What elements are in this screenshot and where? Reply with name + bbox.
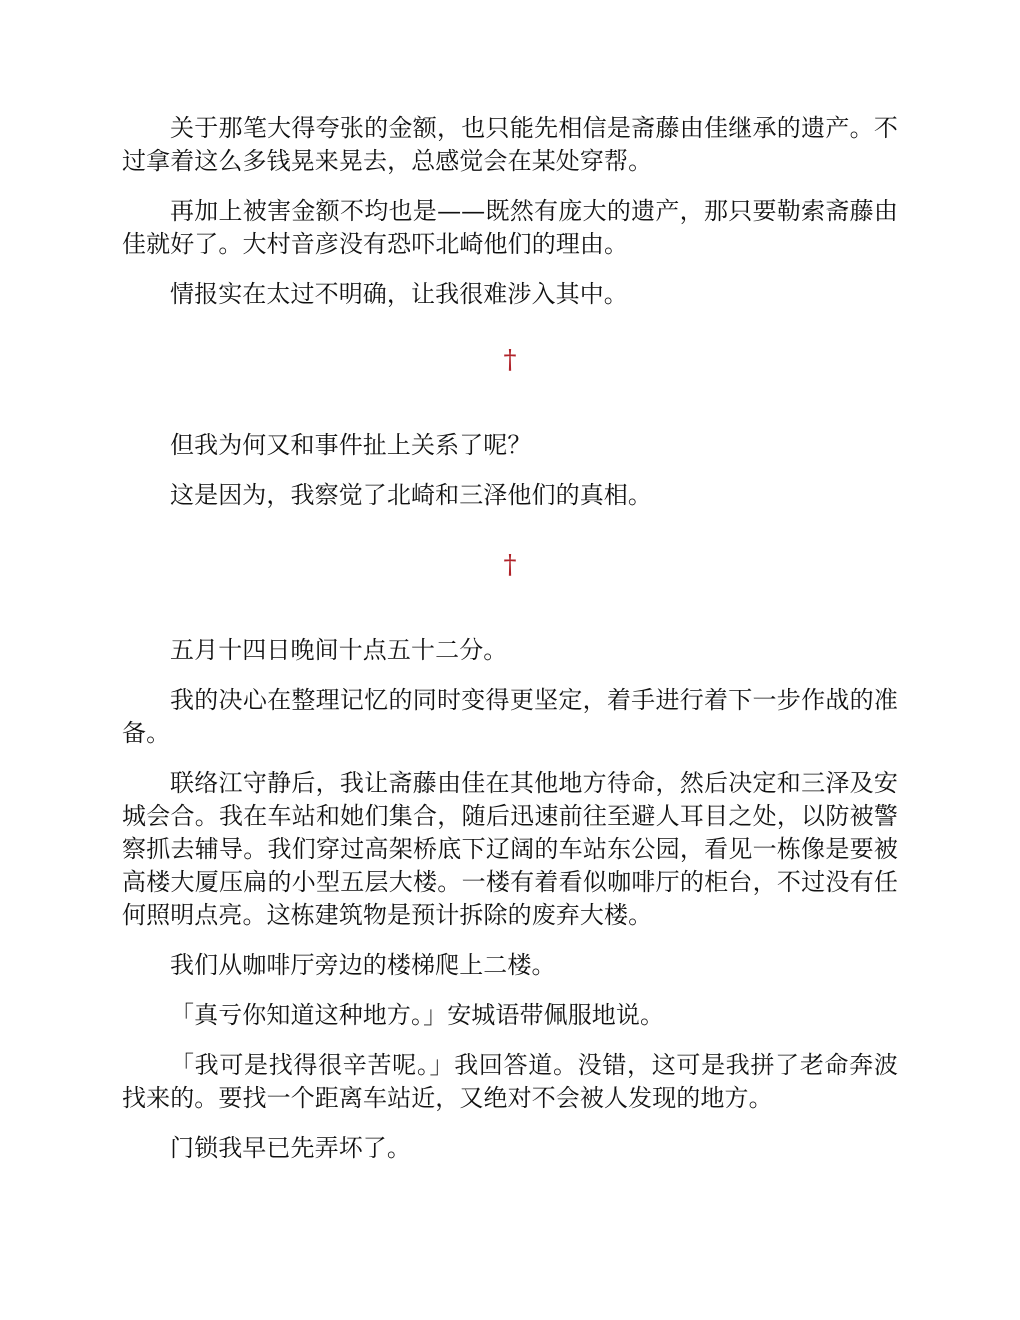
section-divider-cross-icon: †	[503, 345, 517, 375]
paragraph: 联络江守静后，我让斋藤由佳在其他地方待命，然后决定和三泽及安城会合。我在车站和她们集合，随后迅速前往至避人耳目之处，以防被警察抓去辅导。我们穿过高架桥底下辽阔的车站东公园，看见一栋像是要被高楼大厦压扁的小型五层大楼。一楼有着看似咖啡厅的柜台，不过没有任何照明点亮。这栋建筑物是预计拆除的废弃大楼。	[122, 769, 898, 929]
paragraph: 我的决心在整理记忆的同时变得更坚定，着手进行着下一步作战的准备。	[122, 686, 898, 747]
paragraph: 这是因为，我察觉了北崎和三泽他们的真相。	[170, 481, 652, 509]
paragraph: 门锁我早已先弄坏了。	[170, 1134, 411, 1162]
paragraph: 我们从咖啡厅旁边的楼梯爬上二楼。	[170, 951, 556, 979]
page-body	[122, 112, 898, 1182]
paragraph: 「真亏你知道这种地方。」安城语带佩服地说。	[170, 1001, 665, 1029]
paragraph: 情报实在太过不明确，让我很难涉入其中。	[170, 280, 628, 308]
section-divider-cross-icon: †	[503, 550, 517, 580]
paragraph: 五月十四日晚间十点五十二分。	[170, 636, 508, 664]
paragraph: 但我为何又和事件扯上关系了呢？	[170, 431, 532, 459]
paragraph: 「我可是找得很辛苦呢。」我回答道。没错，这可是我拼了老命奔波找来的。要找一个距离车站近，又绝对不会被人发现的地方。	[122, 1051, 898, 1112]
paragraph: 再加上被害金额不均也是——既然有庞大的遗产，那只要勒索斋藤由佳就好了。大村音彦没有恐吓北崎他们的理由。	[122, 197, 898, 258]
paragraph: 关于那笔大得夸张的金额，也只能先相信是斋藤由佳继承的遗产。不过拿着这么多钱晃来晃去，总感觉会在某处穿帮。	[122, 114, 898, 175]
